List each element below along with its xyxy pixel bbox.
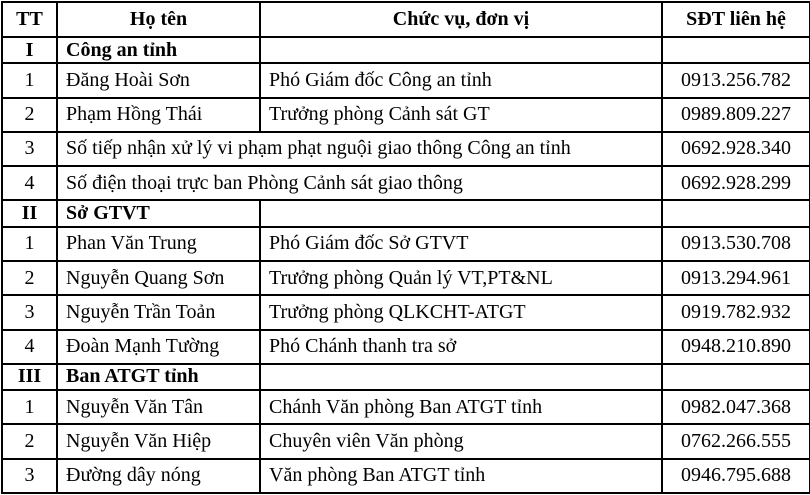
phone-cell: 0692.928.340 bbox=[662, 132, 810, 166]
position-cell: Chuyên viên Văn phòng bbox=[260, 424, 662, 458]
phone-cell: 0989.809.227 bbox=[662, 98, 810, 132]
phone-cell: 0946.795.688 bbox=[662, 459, 810, 493]
header-row bbox=[2, 2, 810, 37]
row-index-cell: 3 bbox=[2, 295, 57, 329]
table-row bbox=[2, 390, 810, 424]
row-index-cell: 4 bbox=[2, 166, 57, 200]
section-title-cell: Sở GTVT bbox=[57, 200, 260, 226]
description-cell: Số tiếp nhận xử lý vi phạm phạt nguội giao thông Công an tỉnh bbox=[57, 132, 662, 166]
name-cell: Nguyễn Văn Tân bbox=[57, 390, 260, 424]
position-cell bbox=[260, 364, 662, 390]
phone-cell: 0919.782.932 bbox=[662, 295, 810, 329]
row-index-cell: 3 bbox=[2, 459, 57, 493]
contact-directory-table bbox=[1, 1, 810, 494]
name-cell: Phạm Hồng Thái bbox=[57, 98, 260, 132]
header-tt: TT bbox=[2, 2, 57, 37]
row-index-cell: 1 bbox=[2, 63, 57, 97]
phone-cell bbox=[662, 37, 810, 63]
name-cell: Nguyễn Trần Toản bbox=[57, 295, 260, 329]
row-index-cell: 1 bbox=[2, 227, 57, 261]
table-body bbox=[2, 37, 810, 493]
position-cell: Phó Giám đốc Công an tỉnh bbox=[260, 63, 662, 97]
table-row bbox=[2, 295, 810, 329]
phone-cell: 0913.294.961 bbox=[662, 261, 810, 295]
row-index-cell: I bbox=[2, 37, 57, 63]
name-cell: Nguyễn Văn Hiệp bbox=[57, 424, 260, 458]
section-row bbox=[2, 200, 810, 226]
row-index-cell: III bbox=[2, 364, 57, 390]
table-row bbox=[2, 330, 810, 364]
phone-cell bbox=[662, 200, 810, 226]
row-index-cell: 2 bbox=[2, 98, 57, 132]
table-row bbox=[2, 63, 810, 97]
header-phone: SĐT liên hệ bbox=[662, 2, 810, 37]
section-title-cell: Ban ATGT tỉnh bbox=[57, 364, 260, 390]
position-cell: Trưởng phòng QLKCHT-ATGT bbox=[260, 295, 662, 329]
table-row bbox=[2, 166, 810, 200]
position-cell bbox=[260, 200, 662, 226]
position-cell: Phó Chánh thanh tra sở bbox=[260, 330, 662, 364]
position-cell bbox=[260, 37, 662, 63]
table-row bbox=[2, 459, 810, 493]
phone-cell: 0913.530.708 bbox=[662, 227, 810, 261]
row-index-cell: 3 bbox=[2, 132, 57, 166]
phone-cell: 0692.928.299 bbox=[662, 166, 810, 200]
position-cell: Trưởng phòng Cảnh sát GT bbox=[260, 98, 662, 132]
table-row bbox=[2, 227, 810, 261]
row-index-cell: 2 bbox=[2, 424, 57, 458]
table-row bbox=[2, 98, 810, 132]
phone-cell: 0762.266.555 bbox=[662, 424, 810, 458]
section-row bbox=[2, 364, 810, 390]
table-row bbox=[2, 261, 810, 295]
description-cell: Số điện thoại trực ban Phòng Cảnh sát giao thông bbox=[57, 166, 662, 200]
phone-cell: 0913.256.782 bbox=[662, 63, 810, 97]
table-row bbox=[2, 424, 810, 458]
table-row bbox=[2, 132, 810, 166]
position-cell: Phó Giám đốc Sở GTVT bbox=[260, 227, 662, 261]
name-cell: Đoàn Mạnh Tường bbox=[57, 330, 260, 364]
row-index-cell: 2 bbox=[2, 261, 57, 295]
phone-cell bbox=[662, 364, 810, 390]
position-cell: Chánh Văn phòng Ban ATGT tỉnh bbox=[260, 390, 662, 424]
row-index-cell: II bbox=[2, 200, 57, 226]
header-name: Họ tên bbox=[57, 2, 260, 37]
position-cell: Văn phòng Ban ATGT tỉnh bbox=[260, 459, 662, 493]
phone-cell: 0982.047.368 bbox=[662, 390, 810, 424]
header-position: Chức vụ, đơn vị bbox=[260, 2, 662, 37]
name-cell: Phan Văn Trung bbox=[57, 227, 260, 261]
phone-cell: 0948.210.890 bbox=[662, 330, 810, 364]
name-cell: Nguyễn Quang Sơn bbox=[57, 261, 260, 295]
row-index-cell: 4 bbox=[2, 330, 57, 364]
row-index-cell: 1 bbox=[2, 390, 57, 424]
name-cell: Đăng Hoài Sơn bbox=[57, 63, 260, 97]
position-cell: Trưởng phòng Quản lý VT,PT&NL bbox=[260, 261, 662, 295]
section-row bbox=[2, 37, 810, 63]
section-title-cell: Công an tỉnh bbox=[57, 37, 260, 63]
name-cell: Đường dây nóng bbox=[57, 459, 260, 493]
